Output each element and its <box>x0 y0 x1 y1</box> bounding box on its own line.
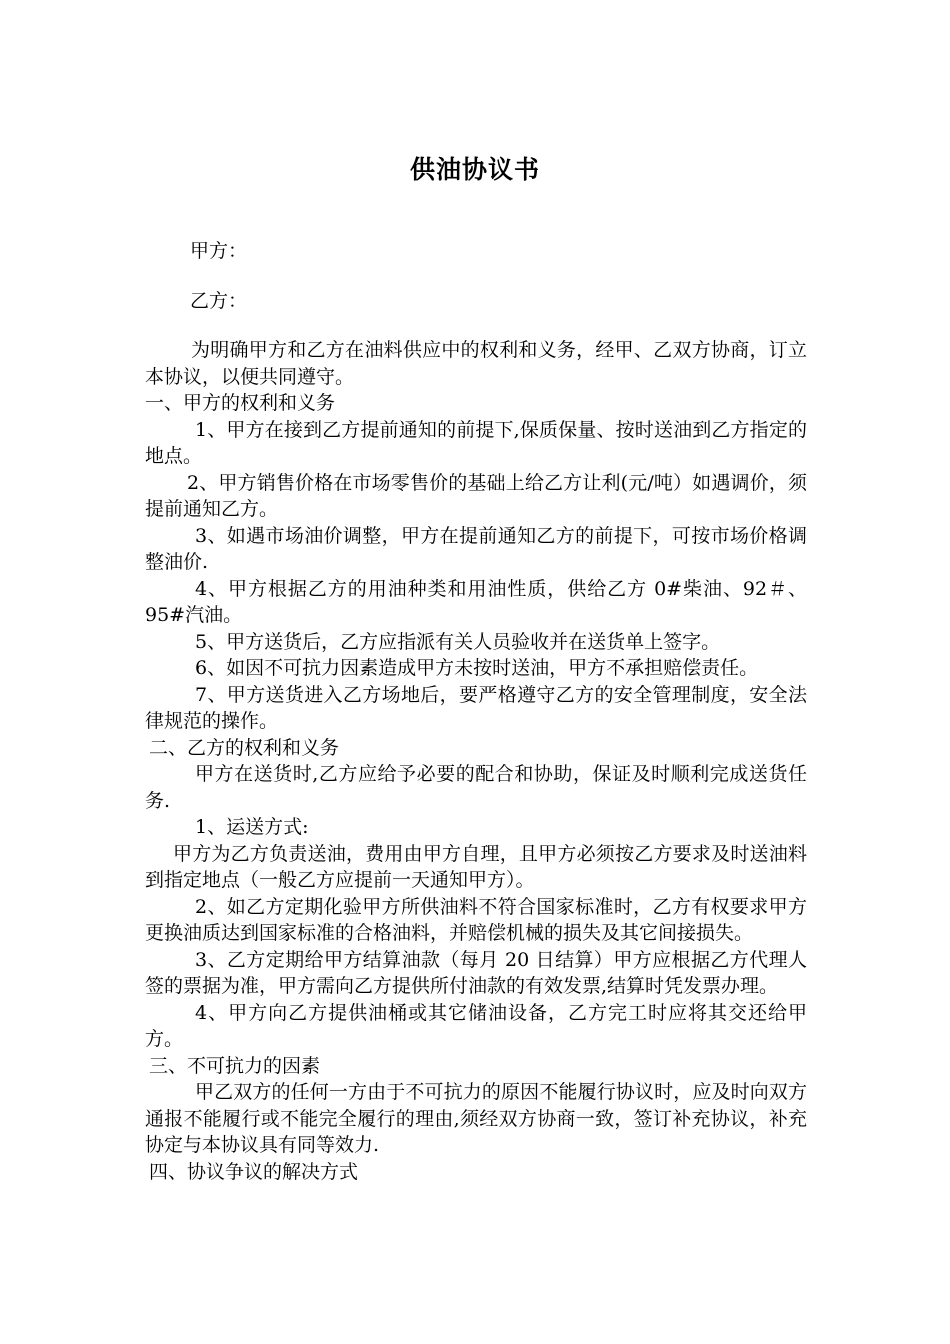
clause-1-7: 7、甲方送货进入乙方场地后，要严格遵守乙方的安全管理制度，安全法律规范的操作。 <box>145 683 807 732</box>
section-heading-4: 四、协议争议的解决方式 <box>149 1160 359 1183</box>
section-heading-1: 一、甲方的权利和义务 <box>145 392 336 414</box>
clause-1-5: 5、甲方送货后，乙方应指派有关人员验收并在送货单上签字。 <box>195 630 721 653</box>
party-a-label: 甲方： <box>190 240 248 262</box>
document-body <box>145 337 807 1185</box>
section-heading-2: 二、乙方的权利和义务 <box>149 736 340 759</box>
clause-1-6: 6、如因不可抗力因素造成甲方未按时送油，甲方不承担赔偿责任。 <box>195 657 759 679</box>
section-heading-3: 三、不可抗力的因素 <box>149 1054 321 1077</box>
document-title: 供油协议书 <box>409 155 540 184</box>
clause-2-3: 3、乙方定期给甲方结算油款（每月 20 日结算）甲方应根据乙方代理人签的票据为准，甲方需向乙方提供所付油款的有效发票,结算时凭发票办理。 <box>145 948 807 997</box>
clause-1-2: 2、甲方销售价格在市场零售价的基础上给乙方让利(元/吨）如遇调价，须提前通知乙方。 <box>145 471 807 520</box>
clause-2-1-detail: 甲方为乙方负责送油，费用由甲方自理，且甲方必须按乙方要求及时送油料到指定地点（一般乙方应提前一天通知甲方）。 <box>145 842 807 891</box>
section-3-paragraph: 甲乙双方的任何一方由于不可抗力的原因不能履行协议时，应及时向双方通报不能履行或不能完全履行的理由,须经双方协商一致，签订补充协议，补充协定与本协议具有同等效力. <box>145 1081 807 1156</box>
section-2-intro: 甲方在送货时,乙方应给予必要的配合和协助，保证及时顺利完成送货任务. <box>145 763 807 812</box>
clause-2-2: 2、如乙方定期化验甲方所供油料不符合国家标准时，乙方有权要求甲方更换油质达到国家标准的合格油料，并赔偿机械的损失及其它间接损失。 <box>145 895 807 944</box>
intro-paragraph: 为明确甲方和乙方在油料供应中的权利和义务，经甲、乙双方协商，订立本协议，以便共同遵守。 <box>145 339 807 388</box>
clause-2-1: 1、运送方式: <box>195 816 309 838</box>
clause-1-1: 1、甲方在接到乙方提前通知的前提下,保质保量、按时送油到乙方指定的地点。 <box>145 418 807 467</box>
party-b-label: 乙方： <box>190 290 248 312</box>
clause-2-4: 4、甲方向乙方提供油桶或其它储油设备，乙方完工时应将其交还给甲方。 <box>145 1001 807 1050</box>
clause-1-4: 4、甲方根据乙方的用油种类和用油性质，供给乙方 0#柴油、92＃、95#汽油。 <box>145 577 807 626</box>
clause-1-3: 3、如遇市场油价调整，甲方在提前通知乙方的前提下，可按市场价格调整油价. <box>145 524 807 573</box>
